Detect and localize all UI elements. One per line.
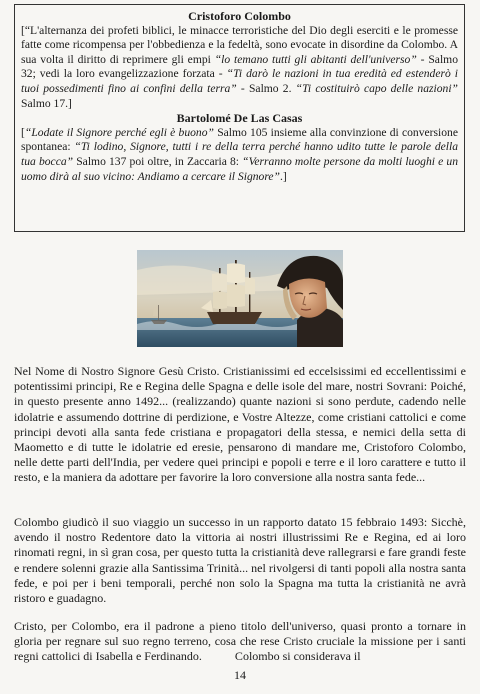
columbus-ships-painting [137, 250, 343, 347]
body-paragraph-2: Colombo giudicò il suo viaggio un successo in un rapporto datato 15 febbraio 1493: Sicchè, avendo il nostro Redentore dato la vittoria ai nostri illustrissimi Re e Regina, ed ai loro rinomati regni, in sì gran cosa, per questo tutta la cristianità deve rallegrarsi e fare grandi feste e rendere solenni grazie alla Santissima Trinità... nel rivolgersi di tanti popoli alla nostra santa fede, e poi per i beni temporali, perché non solo la Spagna ma tutta la cristianità ne avrà ristoro e guadagno. [14, 515, 466, 606]
text-run: .] [280, 169, 287, 183]
text-run: [ [21, 125, 25, 139]
heading-las-casas: Bartolomé De Las Casas [176, 111, 303, 126]
text-run: Salmo 17.] [21, 96, 72, 110]
text-run: [“L'alternanza dei profeti biblici, le minacce terroristiche del Dio degli eserciti e le promesse fatte come ricompensa per l'obbedienza e la fedeltà, sono evocate in disordine da Colombo. A sua volta il diritto di reprimere gli empi [21, 23, 458, 66]
page-number: 14 [234, 668, 246, 682]
text-run: “Verranno molte persone da molti luoghi e un uomo dirà al suo vicino: Andiamo a cercare il Signore” [21, 154, 458, 183]
text-run: “Ti lodino, Signore, tutti i re della terra perché hanno udito tutte le parole della tua bocca” [21, 140, 458, 168]
text-run: “Ti darò le nazioni in tua eredità ed estenderò i tuoi possedimenti fino ai confini della terra” [21, 67, 458, 95]
text-run: Salmo 137 poi oltre, in Zaccaria 8: [73, 154, 243, 168]
text-run: - Salmo 32; vedi la loro evangelizzazione forzata - [21, 52, 458, 81]
body-paragraph-1: Nel Nome di Nostro Signore Gesù Cristo. Cristianissimi ed eccelsissimi ed eccellentissimi e potentissimi principi, Re e Regina delle Spagna e delle isole del mare, nostri Sovrani: Poiché, in questo presente anno 1492... (realizzando) quante nazioni si sono perdute, cadendo nelle idolatrie e assumendo dottrine di perdizione, e Vostre Altezze, come cristiani cattolici e come principi devoti alla santa fede cristiana e propagatori della stessa, e nemici della setta di Maometto e di tutte le idolatrie ed eresie, pensarono di mandare me, Cristoforo Colombo, nelle dette parti dell'India, per vedere quei principi e popoli e terre e il loro carattere e tutto il resto, e la maniera da adottare per favorire la loro conversione alla nostra santa fede... [14, 364, 466, 485]
quote-box [14, 4, 465, 232]
body-paragraph-3: Cristo, per Colombo, era il padrone a pieno titolo dell'universo, quasi pronto a tornare in gloria per regnare sul suo regno terreno, cosa che rese Cristo cruciale la missione per i santi regni cattolici di Isabella e Ferdinando. Colombo si considerava il [14, 619, 469, 664]
heading-colombo: Cristoforo Colombo [188, 9, 291, 23]
text-run: - Salmo 2. [236, 81, 296, 95]
text-run: “Ti costituirò capo delle nazioni” [295, 81, 458, 95]
text-run: Salmo 105 insieme alla convinzione di conversione spontanea: [21, 125, 458, 154]
text-run: “Lodate il Signore perché egli è buono” [24, 125, 214, 139]
quote-las-casas [21, 126, 458, 184]
quote-colombo [21, 24, 458, 112]
text-run: “lo temano tutti gli abitanti dell'universo” [214, 52, 417, 66]
